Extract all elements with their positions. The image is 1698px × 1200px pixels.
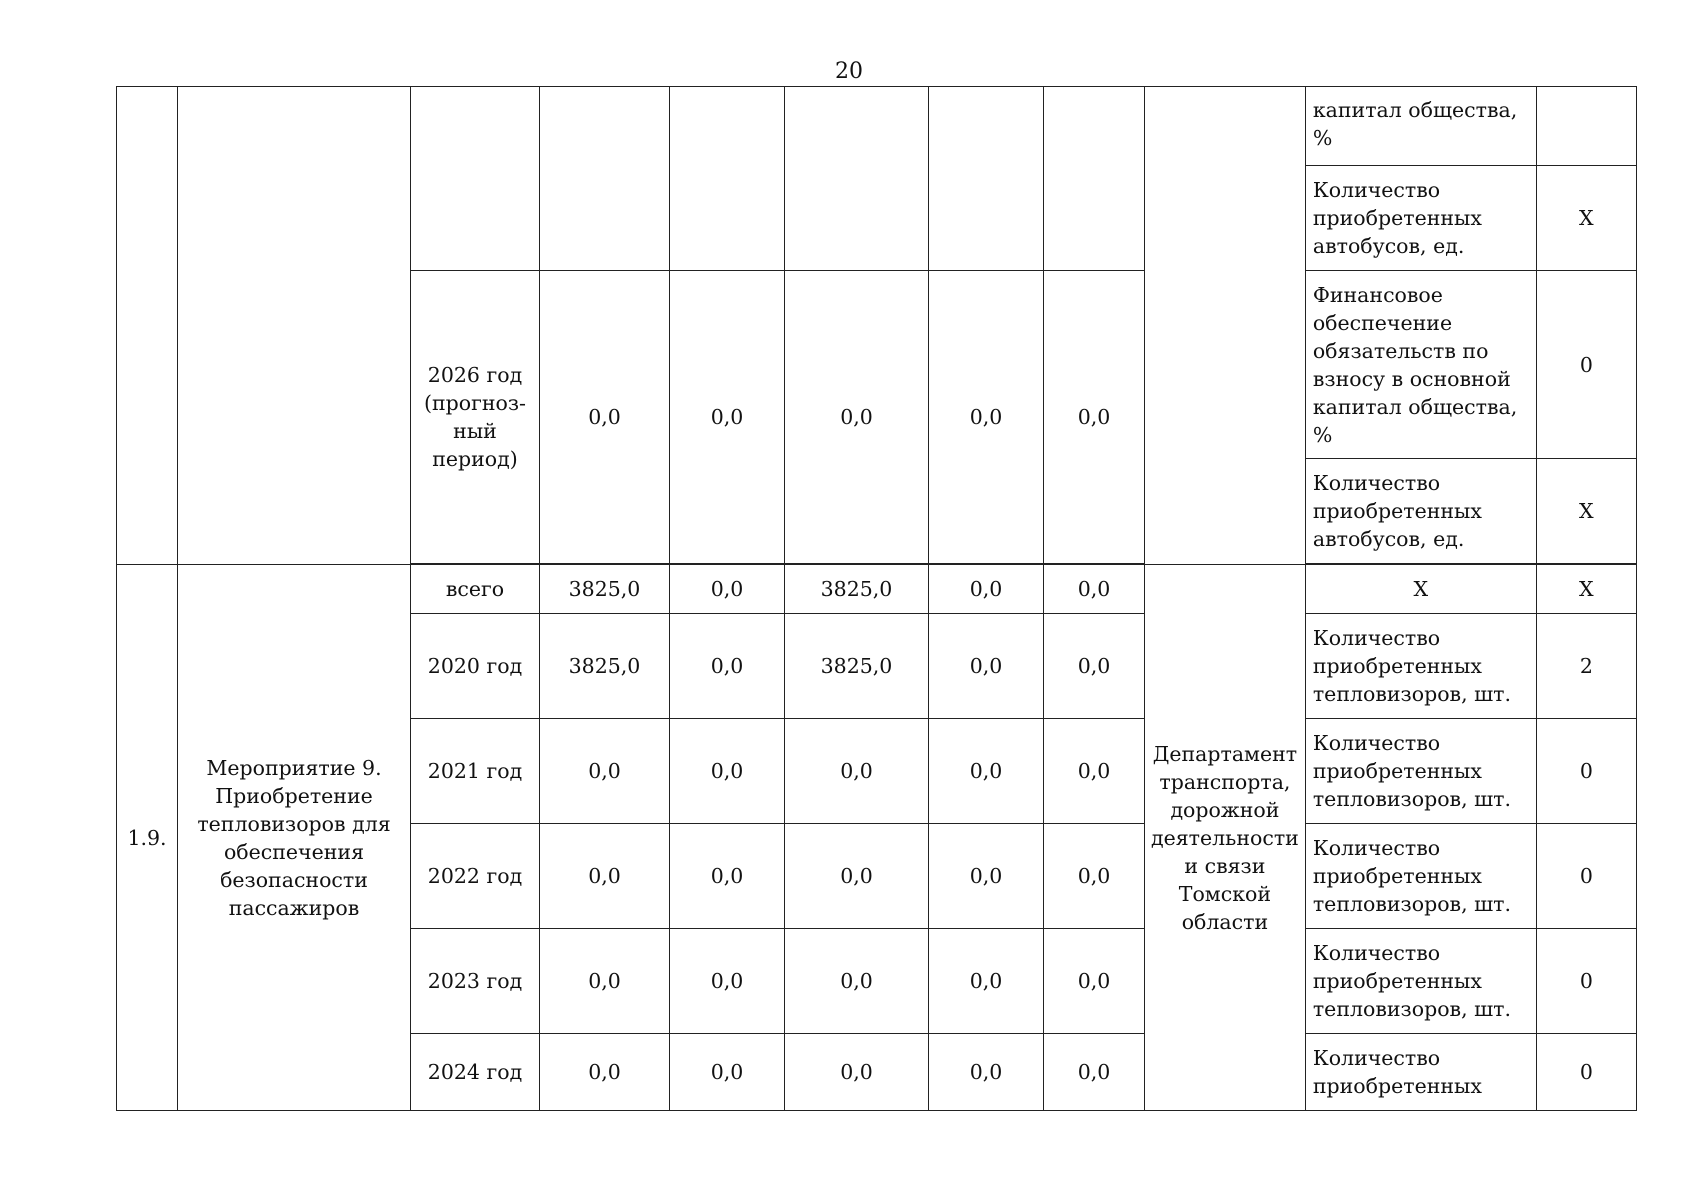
amount-other-cell: 0,0 — [1044, 614, 1145, 719]
amount-other-cell: 0,0 — [1044, 271, 1145, 564]
amount-federal-cell: 0,0 — [670, 824, 785, 929]
amount-other-cell: 0,0 — [1044, 1034, 1145, 1111]
indicator-value-cell: Х — [1536, 565, 1636, 614]
amount-regional-cell: 0,0 — [785, 271, 929, 564]
indicator-value-cell: 0 — [1536, 929, 1636, 1034]
amount-local-cell: 0,0 — [929, 565, 1044, 614]
amount-local-cell: 0,0 — [929, 271, 1044, 564]
amount-regional-cell: 0,0 — [785, 929, 929, 1034]
amount-regional-cell: 3825,0 — [785, 614, 929, 719]
executor-cell: Департамент транспорта, дорожной деятельности и связи Томской области — [1145, 565, 1306, 1111]
continued-name-cell — [178, 87, 411, 565]
amount-total-cell: 0,0 — [540, 824, 670, 929]
period-cell: 2020 год — [411, 614, 540, 719]
continued-amount-cell — [929, 87, 1044, 271]
indicator-value-cell: 0 — [1536, 271, 1636, 459]
period-cell: 2023 год — [411, 929, 540, 1034]
amount-local-cell: 0,0 — [929, 929, 1044, 1034]
amount-regional-cell: 3825,0 — [785, 565, 929, 614]
continued-amount-cell — [1044, 87, 1145, 271]
continued-executor-cell — [1145, 87, 1306, 565]
amount-federal-cell: 0,0 — [670, 719, 785, 824]
indicator-cell: Количество приобретенных тепловизоров, шт. — [1305, 719, 1536, 824]
event-name-cell: Мероприятие 9. Приобретение тепловизоров для обеспечения безопасности пассажиров — [178, 565, 411, 1111]
amount-federal-cell: 0,0 — [670, 929, 785, 1034]
amount-federal-cell: 0,0 — [670, 614, 785, 719]
indicator-cell: Количество приобретенных тепловизоров, шт. — [1305, 824, 1536, 929]
indicator-cell: Финансовое обеспечение обязательств по взносу в основной капитал общества, % — [1305, 271, 1536, 459]
continued-amount-cell — [540, 87, 670, 271]
indicator-cell: Количество приобретенных тепловизоров, шт. — [1305, 614, 1536, 719]
table-row — [117, 565, 1637, 614]
continued-amount-cell — [670, 87, 785, 271]
amount-other-cell: 0,0 — [1044, 929, 1145, 1034]
table-row — [117, 87, 1637, 166]
amount-total-cell: 3825,0 — [540, 565, 670, 614]
amount-other-cell: 0,0 — [1044, 824, 1145, 929]
amount-other-cell: 0,0 — [1044, 719, 1145, 824]
program-activities-table — [116, 86, 1637, 1111]
amount-local-cell: 0,0 — [929, 1034, 1044, 1111]
amount-federal-cell: 0,0 — [670, 565, 785, 614]
indicator-value-cell: Х — [1536, 166, 1636, 271]
amount-local-cell: 0,0 — [929, 824, 1044, 929]
indicator-value-cell: 0 — [1536, 1034, 1636, 1111]
indicator-cell: капитал общества, % — [1305, 87, 1536, 166]
amount-local-cell: 0,0 — [929, 719, 1044, 824]
period-cell: 2026 год (прогноз-ный период) — [411, 271, 540, 564]
amount-regional-cell: 0,0 — [785, 1034, 929, 1111]
indicator-value-cell: 0 — [1536, 824, 1636, 929]
page-number: 20 — [835, 59, 863, 84]
indicator-cell: Количество приобретенных тепловизоров, шт. — [1305, 929, 1536, 1034]
indicator-value-cell: Х — [1536, 459, 1636, 564]
period-cell: 2021 год — [411, 719, 540, 824]
indicator-value-cell: 0 — [1536, 719, 1636, 824]
period-cell: 2024 год — [411, 1034, 540, 1111]
continued-period-cell — [411, 87, 540, 271]
indicator-value-cell: 2 — [1536, 614, 1636, 719]
indicator-cell: Количество приобретенных автобусов, ед. — [1305, 166, 1536, 271]
indicator-value-cell — [1536, 87, 1636, 166]
amount-total-cell: 0,0 — [540, 719, 670, 824]
amount-regional-cell: 0,0 — [785, 719, 929, 824]
continued-number-cell — [117, 87, 178, 565]
period-cell: всего — [411, 565, 540, 614]
continued-amount-cell — [785, 87, 929, 271]
indicator-cell: Х — [1305, 565, 1536, 614]
amount-total-cell: 0,0 — [540, 271, 670, 564]
amount-regional-cell: 0,0 — [785, 824, 929, 929]
period-cell: 2022 год — [411, 824, 540, 929]
amount-federal-cell: 0,0 — [670, 1034, 785, 1111]
amount-total-cell: 0,0 — [540, 929, 670, 1034]
amount-total-cell: 0,0 — [540, 1034, 670, 1111]
event-number-cell: 1.9. — [117, 565, 178, 1111]
amount-local-cell: 0,0 — [929, 614, 1044, 719]
indicator-cell: Количество приобретенных — [1305, 1034, 1536, 1111]
amount-total-cell: 3825,0 — [540, 614, 670, 719]
indicator-cell: Количество приобретенных автобусов, ед. — [1305, 459, 1536, 564]
amount-other-cell: 0,0 — [1044, 565, 1145, 614]
amount-federal-cell: 0,0 — [670, 271, 785, 564]
